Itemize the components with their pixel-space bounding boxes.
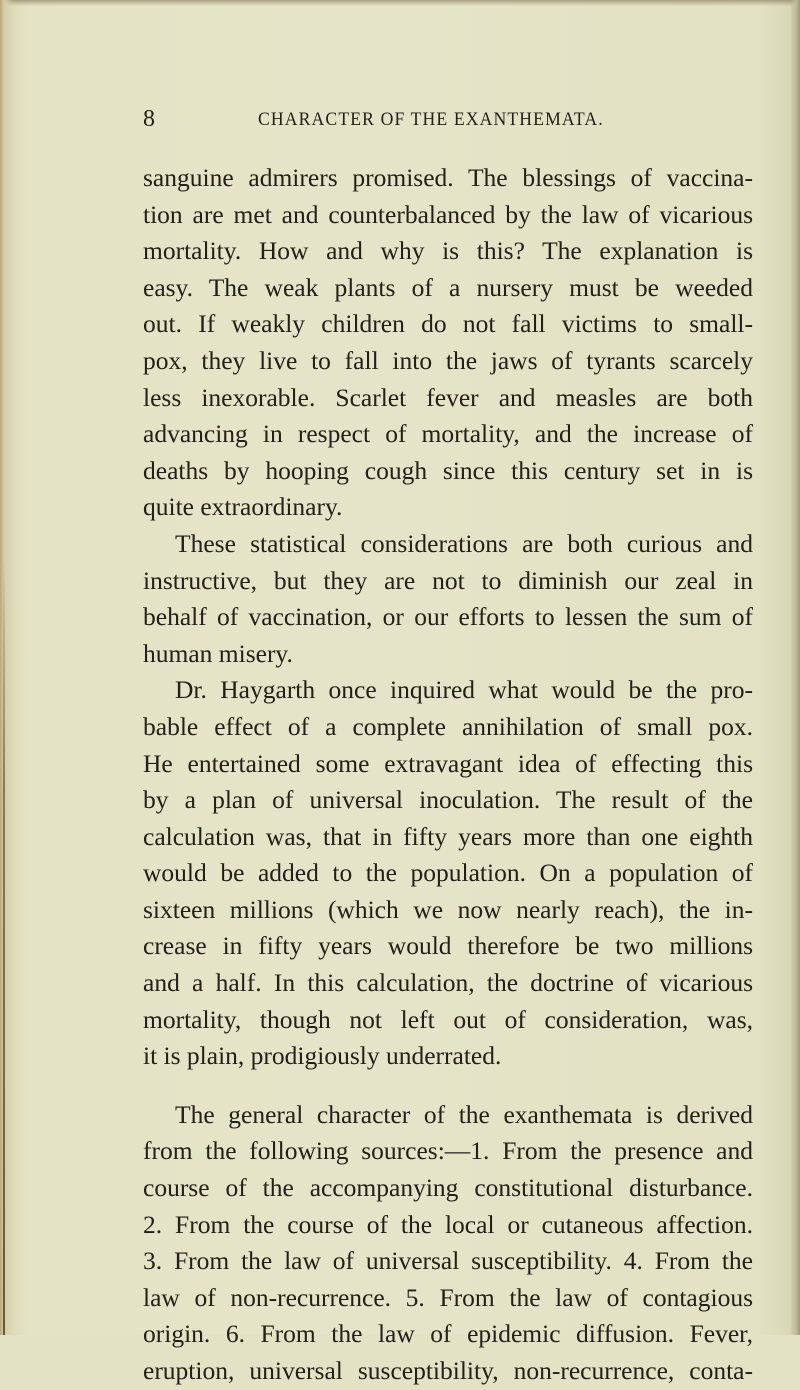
text-line: instructive, but they are not to diminish our zeal in	[143, 565, 753, 595]
text-line: advancing in respect of mortality, and the increase of	[143, 419, 753, 449]
text-line: sixteen millions (which we now nearly reach), the in-	[143, 894, 753, 924]
page-number: 8	[143, 106, 155, 132]
text-line: deaths by hooping cough since this century set in is	[143, 455, 753, 485]
text-line: mortality, though not left out of consideration, was,	[143, 1004, 753, 1034]
text-line: less inexorable. Scarlet fever and measles are both	[143, 382, 753, 412]
text-line: pox, they live to fall into the jaws of tyrants scarcely	[143, 345, 753, 375]
text-line: law of non-recurrence. 5. From the law of contagious	[143, 1282, 753, 1312]
text-line: crease in fifty years would therefore be two millions	[143, 931, 753, 961]
text-line: easy. The weak plants of a nursery must be weeded	[143, 272, 753, 302]
text-line: Dr. Haygarth once inquired what would be the pro-	[175, 675, 753, 705]
text-line: The general character of the exanthemata is derived	[175, 1099, 753, 1129]
text-line: origin. 6. From the law of epidemic diffusion. Fever,	[143, 1319, 753, 1349]
text-line: behalf of vaccination, or our efforts to lessen the sum of	[143, 602, 753, 632]
paragraph	[143, 160, 753, 526]
page-header	[143, 104, 753, 134]
text-line: calculation was, that in fifty years more than one eighth	[143, 821, 753, 851]
text-line: by a plan of universal inoculation. The result of the	[143, 785, 753, 815]
text-line: mortality. How and why is this? The explanation is	[143, 236, 753, 266]
text-line: quite extraordinary.	[143, 492, 343, 522]
page-top-shadow	[0, 0, 800, 6]
text-line: eruption, universal susceptibility, non-recurrence, conta-	[143, 1356, 753, 1385]
text-line: human misery.	[143, 638, 293, 668]
paragraph	[143, 1097, 753, 1390]
text-line: would be added to the population. On a population of	[143, 858, 753, 888]
text-line: it is plain, prodigiously underrated.	[143, 1041, 502, 1071]
body-text	[143, 160, 753, 1390]
text-line: 3. From the law of universal susceptibility. 4. From the	[143, 1246, 753, 1276]
section-gap	[143, 1075, 753, 1097]
text-line: bable effect of a complete annihilation of small pox.	[143, 711, 753, 741]
text-line: These statistical considerations are both curious and	[175, 528, 753, 558]
text-line: from the following sources:—1. From the presence and	[143, 1136, 753, 1166]
text-line: and a half. In this calculation, the doctrine of vicarious	[143, 968, 753, 998]
text-line: sanguine admirers promised. The blessings of vaccina-	[143, 163, 753, 192]
page-right-edge	[790, 0, 800, 1335]
text-line: course of the accompanying constitutional disturbance.	[143, 1173, 753, 1203]
text-line: out. If weakly children do not fall victims to small-	[143, 309, 753, 339]
paragraph	[143, 672, 753, 1075]
binding-edge-line	[3, 560, 5, 1335]
running-head: CHARACTER OF THE EXANTHEMATA.	[258, 109, 604, 130]
paragraph	[143, 526, 753, 672]
text-line: tion are met and counterbalanced by the law of vicarious	[143, 199, 753, 229]
text-line: He entertained some extravagant idea of effecting this	[143, 748, 753, 778]
text-line: 2. From the course of the local or cutaneous affection.	[143, 1209, 753, 1239]
